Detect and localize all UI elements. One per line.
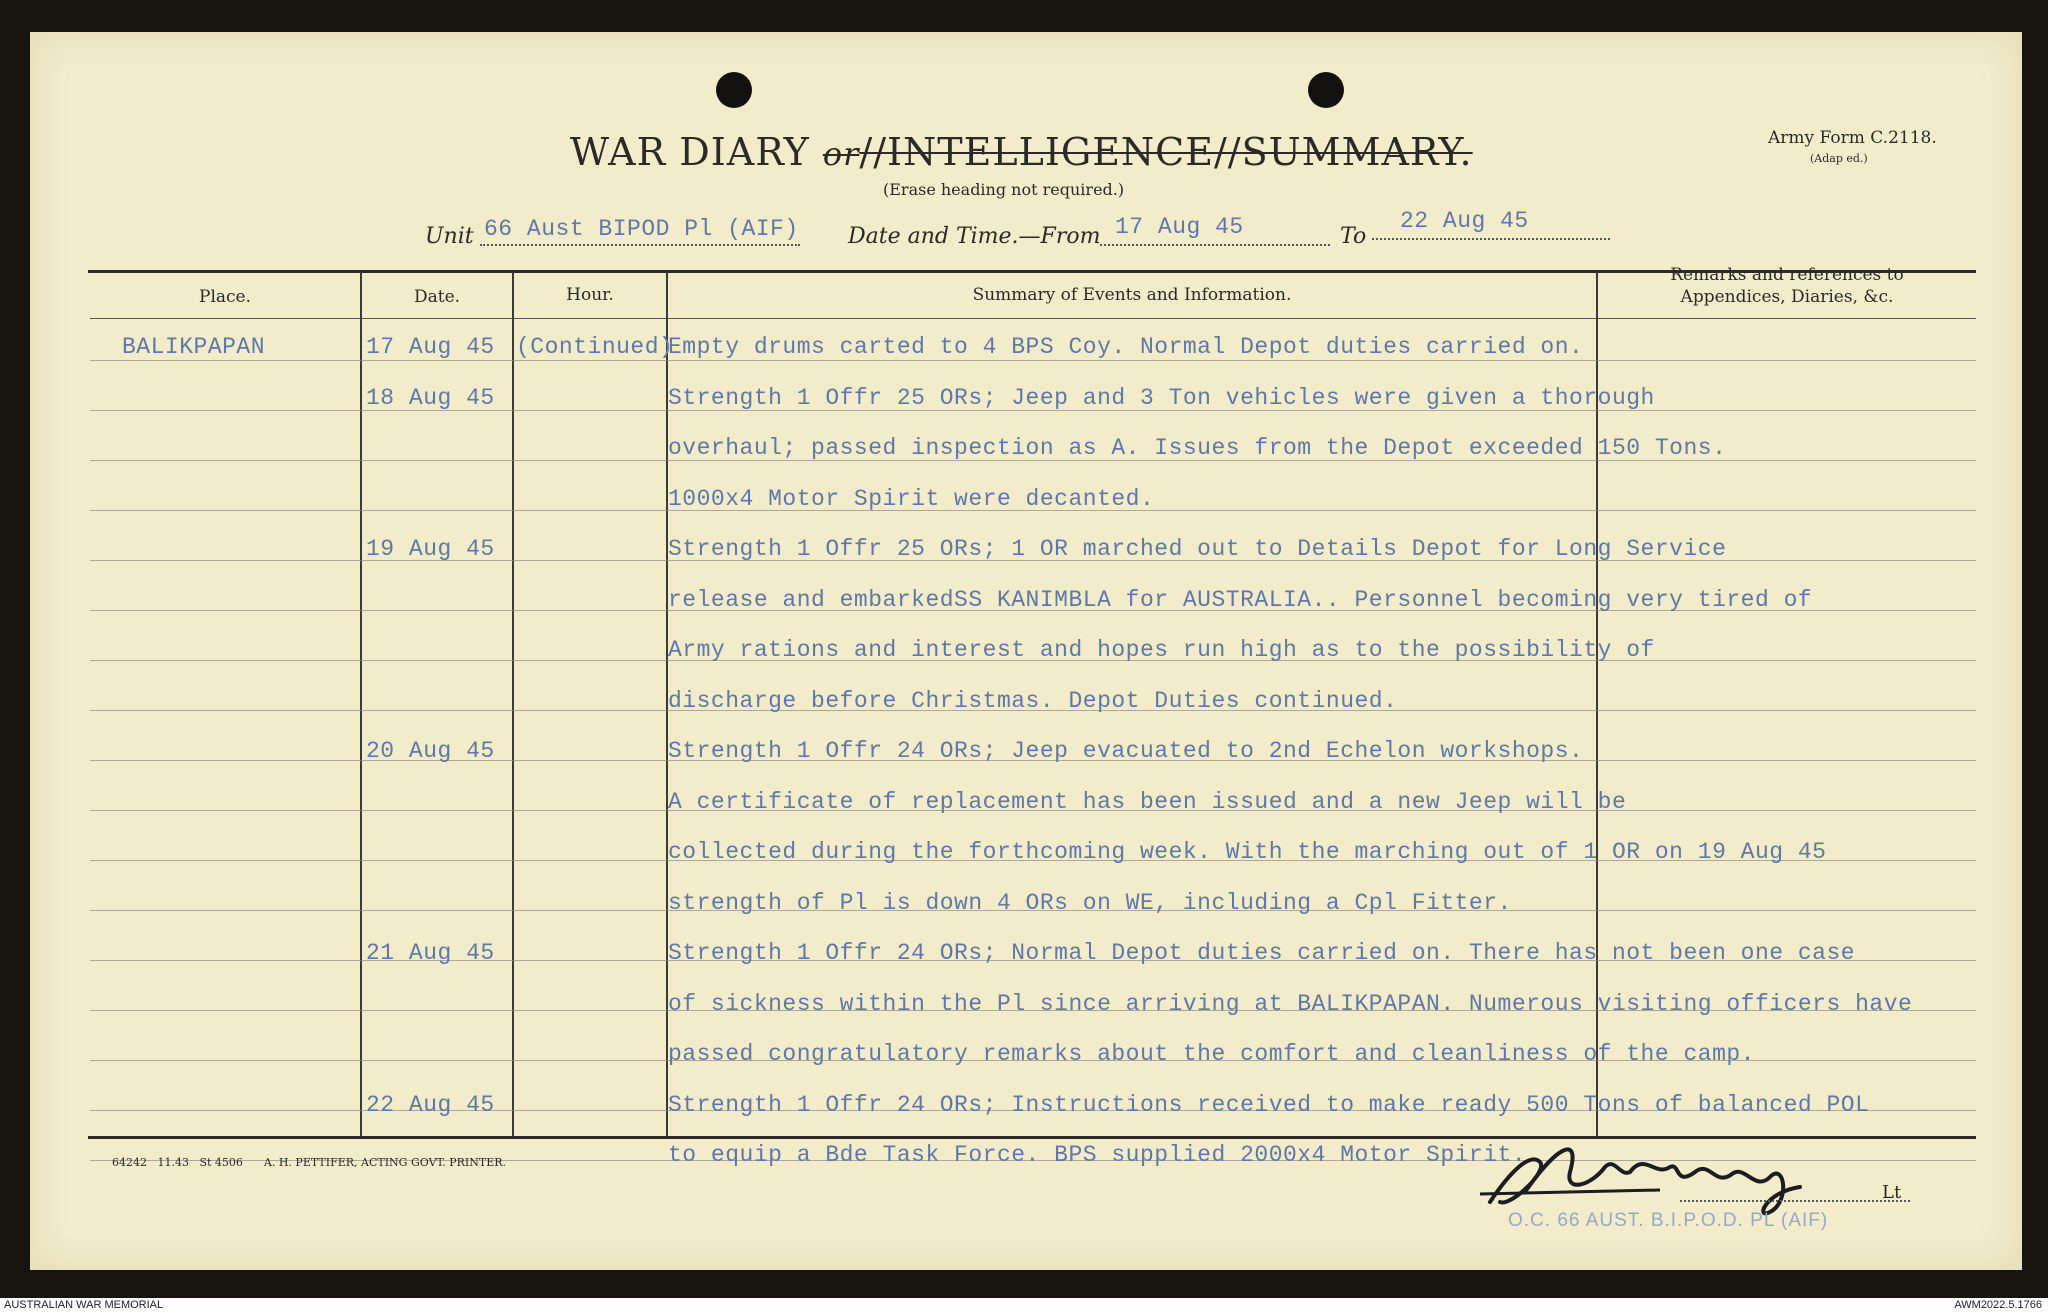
entry-summary-line: discharge before Christmas. Depot Duties continued. — [668, 687, 1398, 714]
entry-summary-line: Empty drums carted to 4 BPS Coy. Normal Depot duties carried on. — [668, 334, 1584, 360]
unit-underline — [480, 244, 800, 246]
entry-summary-line: to equip a Bde Task Force. BPS supplied 2000x4 Motor Spirit. — [668, 1142, 1527, 1168]
erase-note: (Erase heading not required.) — [883, 180, 1125, 199]
entry-summary-line: Strength 1 Offr 25 ORs; 1 OR marched out to Details Depot for Long Service — [668, 536, 1727, 562]
unit-value: 66 Aust BIPOD Pl (AIF) — [484, 216, 799, 242]
col-divider-2 — [512, 272, 514, 1136]
archive-reference: AWM2022.5.1766 — [1954, 1299, 2042, 1311]
entry-date: 19 Aug 45 — [366, 536, 495, 562]
col-head-place: Place. — [199, 287, 251, 307]
archive-institution: AUSTRALIAN WAR MEMORIAL — [4, 1299, 164, 1311]
punch-hole-left — [716, 72, 752, 108]
punch-hole-right — [1308, 72, 1344, 108]
signature-dotted-line — [1680, 1200, 1910, 1202]
title-war-diary: WAR DIARY — [570, 130, 810, 174]
entry-date: 20 Aug 45 — [366, 738, 495, 764]
date-time-label: Date and Time.—From — [848, 224, 1101, 249]
from-underline — [1100, 244, 1330, 246]
entry-summary-line: Army rations and interest and hopes run high as to the possibility of — [668, 637, 1655, 663]
to-underline — [1372, 238, 1610, 240]
diary-sheet — [30, 32, 2022, 1270]
entry-summary-line: Strength 1 Offr 25 ORs; Jeep and 3 Ton vehicles were given a thorough — [668, 384, 1655, 411]
to-label: To — [1340, 224, 1367, 249]
signature-mark — [1470, 1132, 1870, 1222]
entry-summary-line: passed congratulatory remarks about the comfort and cleanliness of the camp. — [668, 1041, 1755, 1067]
entry-summary-line: strength of Pl is down 4 ORs on WE, including a Cpl Fitter. — [668, 889, 1512, 916]
entry-date: 22 Aug 45 — [366, 1091, 495, 1118]
signature-rank: Lt — [1882, 1182, 1902, 1203]
entry-summary-line: overhaul; passed inspection as A. Issues from the Depot exceeded 150 Tons. — [668, 435, 1727, 461]
title-summary: SUMMARY. — [1241, 130, 1473, 174]
entry-summary-line: Strength 1 Offr 24 ORs; Jeep evacuated to 2nd Echelon workshops. — [668, 738, 1584, 764]
entry-date: 21 Aug 45 — [366, 940, 495, 966]
title-intelligence: INTELLIGENCE — [887, 130, 1214, 174]
entry-summary-line: collected during the forthcoming week. With the marching out of 1 OR on 19 Aug 45 — [668, 839, 1827, 865]
entry-summary-line: release and embarkedSS KANIMBLA for AUSTRALIA.. Personnel becoming very tired of — [668, 586, 1813, 613]
form-title: WAR DIARY or//INTELLIGENCE//SUMMARY. — [570, 130, 1473, 174]
printer-line: 64242 11.43 St 4506 A. H. PETTIFER, ACTING GOVT. PRINTER. — [112, 1156, 507, 1169]
col-head-remarks-2: Appendices, Diaries, &c. — [1680, 287, 1894, 307]
entry-hour: (Continued) — [516, 334, 674, 360]
army-form-label: Army Form C.2118. — [1768, 128, 1937, 148]
unit-label: Unit — [425, 224, 474, 249]
entry-place: BALIKPAPAN — [122, 334, 266, 360]
entry-date: 17 Aug 45 — [366, 334, 495, 360]
entry-summary-line: Strength 1 Offr 24 ORs; Normal Depot duties carried on. There has not been one case — [668, 940, 1856, 966]
title-or: or — [822, 135, 860, 173]
col-head-summary: Summary of Events and Information. — [972, 285, 1292, 305]
archive-footer — [0, 1298, 2048, 1314]
entry-summary-line: Strength 1 Offr 24 ORs; Instructions received to make ready 500 Tons of balanced POL — [668, 1091, 1870, 1118]
from-value: 17 Aug 45 — [1115, 214, 1244, 240]
entry-summary-line: of sickness within the Pl since arriving at BALIKPAPAN. Numerous visiting officers have — [668, 990, 1913, 1017]
col-head-hour: Hour. — [566, 285, 614, 305]
entry-date: 18 Aug 45 — [366, 384, 495, 411]
col-divider-1 — [360, 272, 362, 1136]
col-head-date: Date. — [413, 287, 461, 307]
col-head-remarks-1: Remarks and references to — [1670, 265, 1904, 285]
entry-summary-line: A certificate of replacement has been issued and a new Jeep will be — [668, 788, 1627, 815]
to-value: 22 Aug 45 — [1400, 208, 1529, 234]
oc-stamp: O.C. 66 AUST. B.I.P.O.D. PL (AIF) — [1508, 1210, 1829, 1231]
entry-summary-line: 1000x4 Motor Spirit were decanted. — [668, 485, 1155, 512]
army-form-sub: (Adap ed.) — [1810, 152, 1868, 165]
